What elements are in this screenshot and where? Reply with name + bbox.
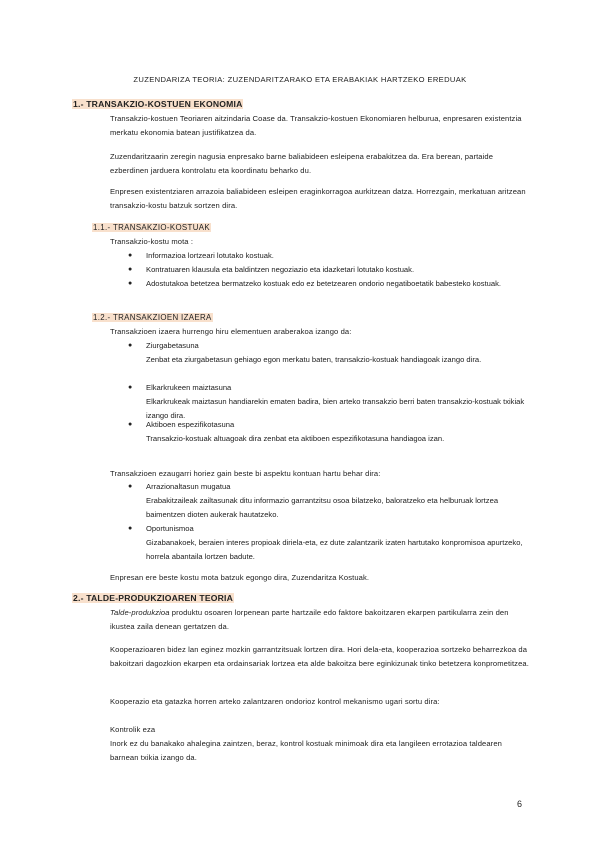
page-number: 6 [516, 799, 522, 809]
section-1-1-intro: Transakzio-kostu mota : [110, 237, 194, 246]
section-1-2-intro-2: Transakzioen ezaugarri horiez gain beste bi aspektu kontuan hartu behar dira: [110, 469, 381, 478]
document-title: ZUZENDARIZA TEORIA: ZUZENDARITZARAKO ETA ERABAKIAK HARTZEKO EREDUAK [133, 75, 467, 84]
section-2-paragraph-1: Talde-produkzioa produktu osoaren lorpenean parte hartzaile edo faktore bakoitzaren ekarpen partikularra zein den ikustea zaila denean gertatzen da. [110, 608, 509, 631]
section-1-2-heading: 1.2.- TRANSAKZIOEN IZAERA [93, 313, 212, 322]
section-2-heading: 2.- TALDE-PRODUKZIOAREN TEORIA [73, 593, 234, 603]
section-1-2-intro: Transakzioen izaera hurrengo hiru elementuen araberakoa izango da: [110, 327, 352, 336]
section-2-paragraph-2: Kooperazioaren bidez lan eginez mozkin garrantzitsuak lortzen dira. Hori dela-eta, kooperazioa sortzeko beharrezkoa da bakoitzari dagozkion ekarpen eta ordainsariak lortzea eta alde bakoitza bere eginkizunak tinko betetzera konprometitzea. [110, 645, 529, 668]
section-1-paragraph-3: Enpresen existentziaren arrazoia baliabideen esleipen eraginkorragoa aurkitzean datza. Horrezgain, merkatuan aritzean transakzio-kostu batzuk sortzen dira. [110, 187, 526, 210]
section-1-2-closing: Enpresan ere beste kostu mota batzuk egongo dira, Zuzendaritza Kostuak. [110, 573, 370, 582]
section-2-paragraph-3: Kooperazio eta gatazka horren arteko zalantzaren ondorioz kontrol mekanismo ugari sortu dira: [110, 697, 440, 706]
section-1-heading: 1.- TRANSAKZIO-KOSTUEN EKONOMIA [73, 99, 243, 109]
section-1-paragraph-1: Transakzio-kostuen Teoriaren aitzindaria Coase da. Transakzio-kostuen Ekonomiaren helburua, enpresaren existentzia merkatu ekonomia batean justifikatzea da. [110, 114, 522, 137]
section-1-paragraph-2: Zuzendaritzaarin zeregin nagusia enpresako barne baliabideen esleipena erabakitzea da. Era berean, partaide ezberdinen jarduera kontrolatu eta koordinatu beharko du. [110, 152, 494, 175]
section-2-paragraph-4: Inork ez du banakako ahalegina zaintzen, beraz, kontrol kostuak minimoak dira eta langileen errotazioa taldearen barnean txikia izango da. [110, 739, 502, 762]
document-page: ZUZENDARIZA TEORIA: ZUZENDARITZARAKO ETA ERABAKIAK HARTZEKO EREDUAK 1.- TRANSAKZIO-KOSTUEN EKONOMIA Transakzio-kostuen Teoriaren aitzindaria Coase da. Transakzio-kostuen Ekonomiaren helburua, enpresaren existentzia merkatu ekonomia batean justifikatzea da. Zuzendaritzaarin zeregin nagusia enpresako barne baliabideen esleipena erabakitzea da. Era berean, partaide ezberdinen jarduera kontrolatu eta koordinatu beharko du. Enpresen existentziaren arrazoia baliabideen esleipen eraginkorragoa aurkitzean datza. Horrezgain, merkatuan aritzean transakzio-kostu batzuk sortzen dira. 1.1.- TRANSAKZIO-KOSTUAK Transakzio-kostu mota : ● Informazioa lortzeari lotutako kostuak. ● Kontratuaren klausula eta baldintzen negoziazio eta idazketari lotutako kostuak. ● Adostutakoa betetzea bermatzeko kostuak edo ez betetzearen ondorio negatiboetatik babesteko kostuak. 1.2.- TRANSAKZIOEN IZAERA Transakzioen izaera hurrengo hiru elementuen araberakoa izango da: ● Ziurgabetasuna Zenbat eta ziurgabetasun gehiago egon merkatu baten, transakzio-kostuak handiagoak izango dira. ● Elkarkrukeen maiztasuna Elkarkrukeak maiztasun handiarekin ematen badira, bien arteko transakzio berri baten transakzio-kostuak txikiak izango dira. ● Aktiboen espezifikotasuna Transakzio-kostuak altuagoak dira zenbat eta aktiboen espezifikotasuna handiagoa izan. Transakzioen ezaugarri horiez gain beste bi aspektu kontuan hartu behar dira: ● Arrazionaltasun mugatua Erabakitzaileak zailtasunak ditu informazio garrantzitsu osoa bilatzeko, baloratzeko eta helburuak lortzea baimentzen dioten aukerak hautatzeko. ● Oportunismoa Gizabanakoek, beraien interes propioak diriela-eta, ez dute zalantzarik izaten hartutako konpromisoa apurtzeko, horrela abantaila lortzen badute. Enpresan ere beste kostu mota batzuk egongo dira, Zuzendaritza Kostuak. 2.- TALDE-PRODUKZIOAREN TEORIA Talde-produkzioa produktu osoaren lorpenean parte hartzaile edo faktore bakoitzaren ekarpen partikularra zein den ikustea zaila denean gertatzen da. Kooperazioaren bidez lan eginez mozkin garrantzitsuak lortzen dira. Hori dela-eta, kooperazioa sortzeko beharrezkoa da bakoitzari dagozkion ekarpen eta ordainsariak lortzea eta alde bakoitza bere eginkizunak tinko betetzera konprometitzea. Kooperazio eta gatazka horren arteko zalantzaren ondorioz kontrol mekanismo ugari sortu dira: Kontrolik eza Inork ez du banakako ahalegina zaintzen, beraz, kontrol kostuak minimoak dira eta langileen errotazioa taldearen barnean txikia izango da. 6 [0, 0, 600, 848]
section-1-1-heading: 1.1.- TRANSAKZIO-KOSTUAK [93, 223, 210, 232]
section-2-subheading: Kontrolik eza [110, 725, 156, 734]
